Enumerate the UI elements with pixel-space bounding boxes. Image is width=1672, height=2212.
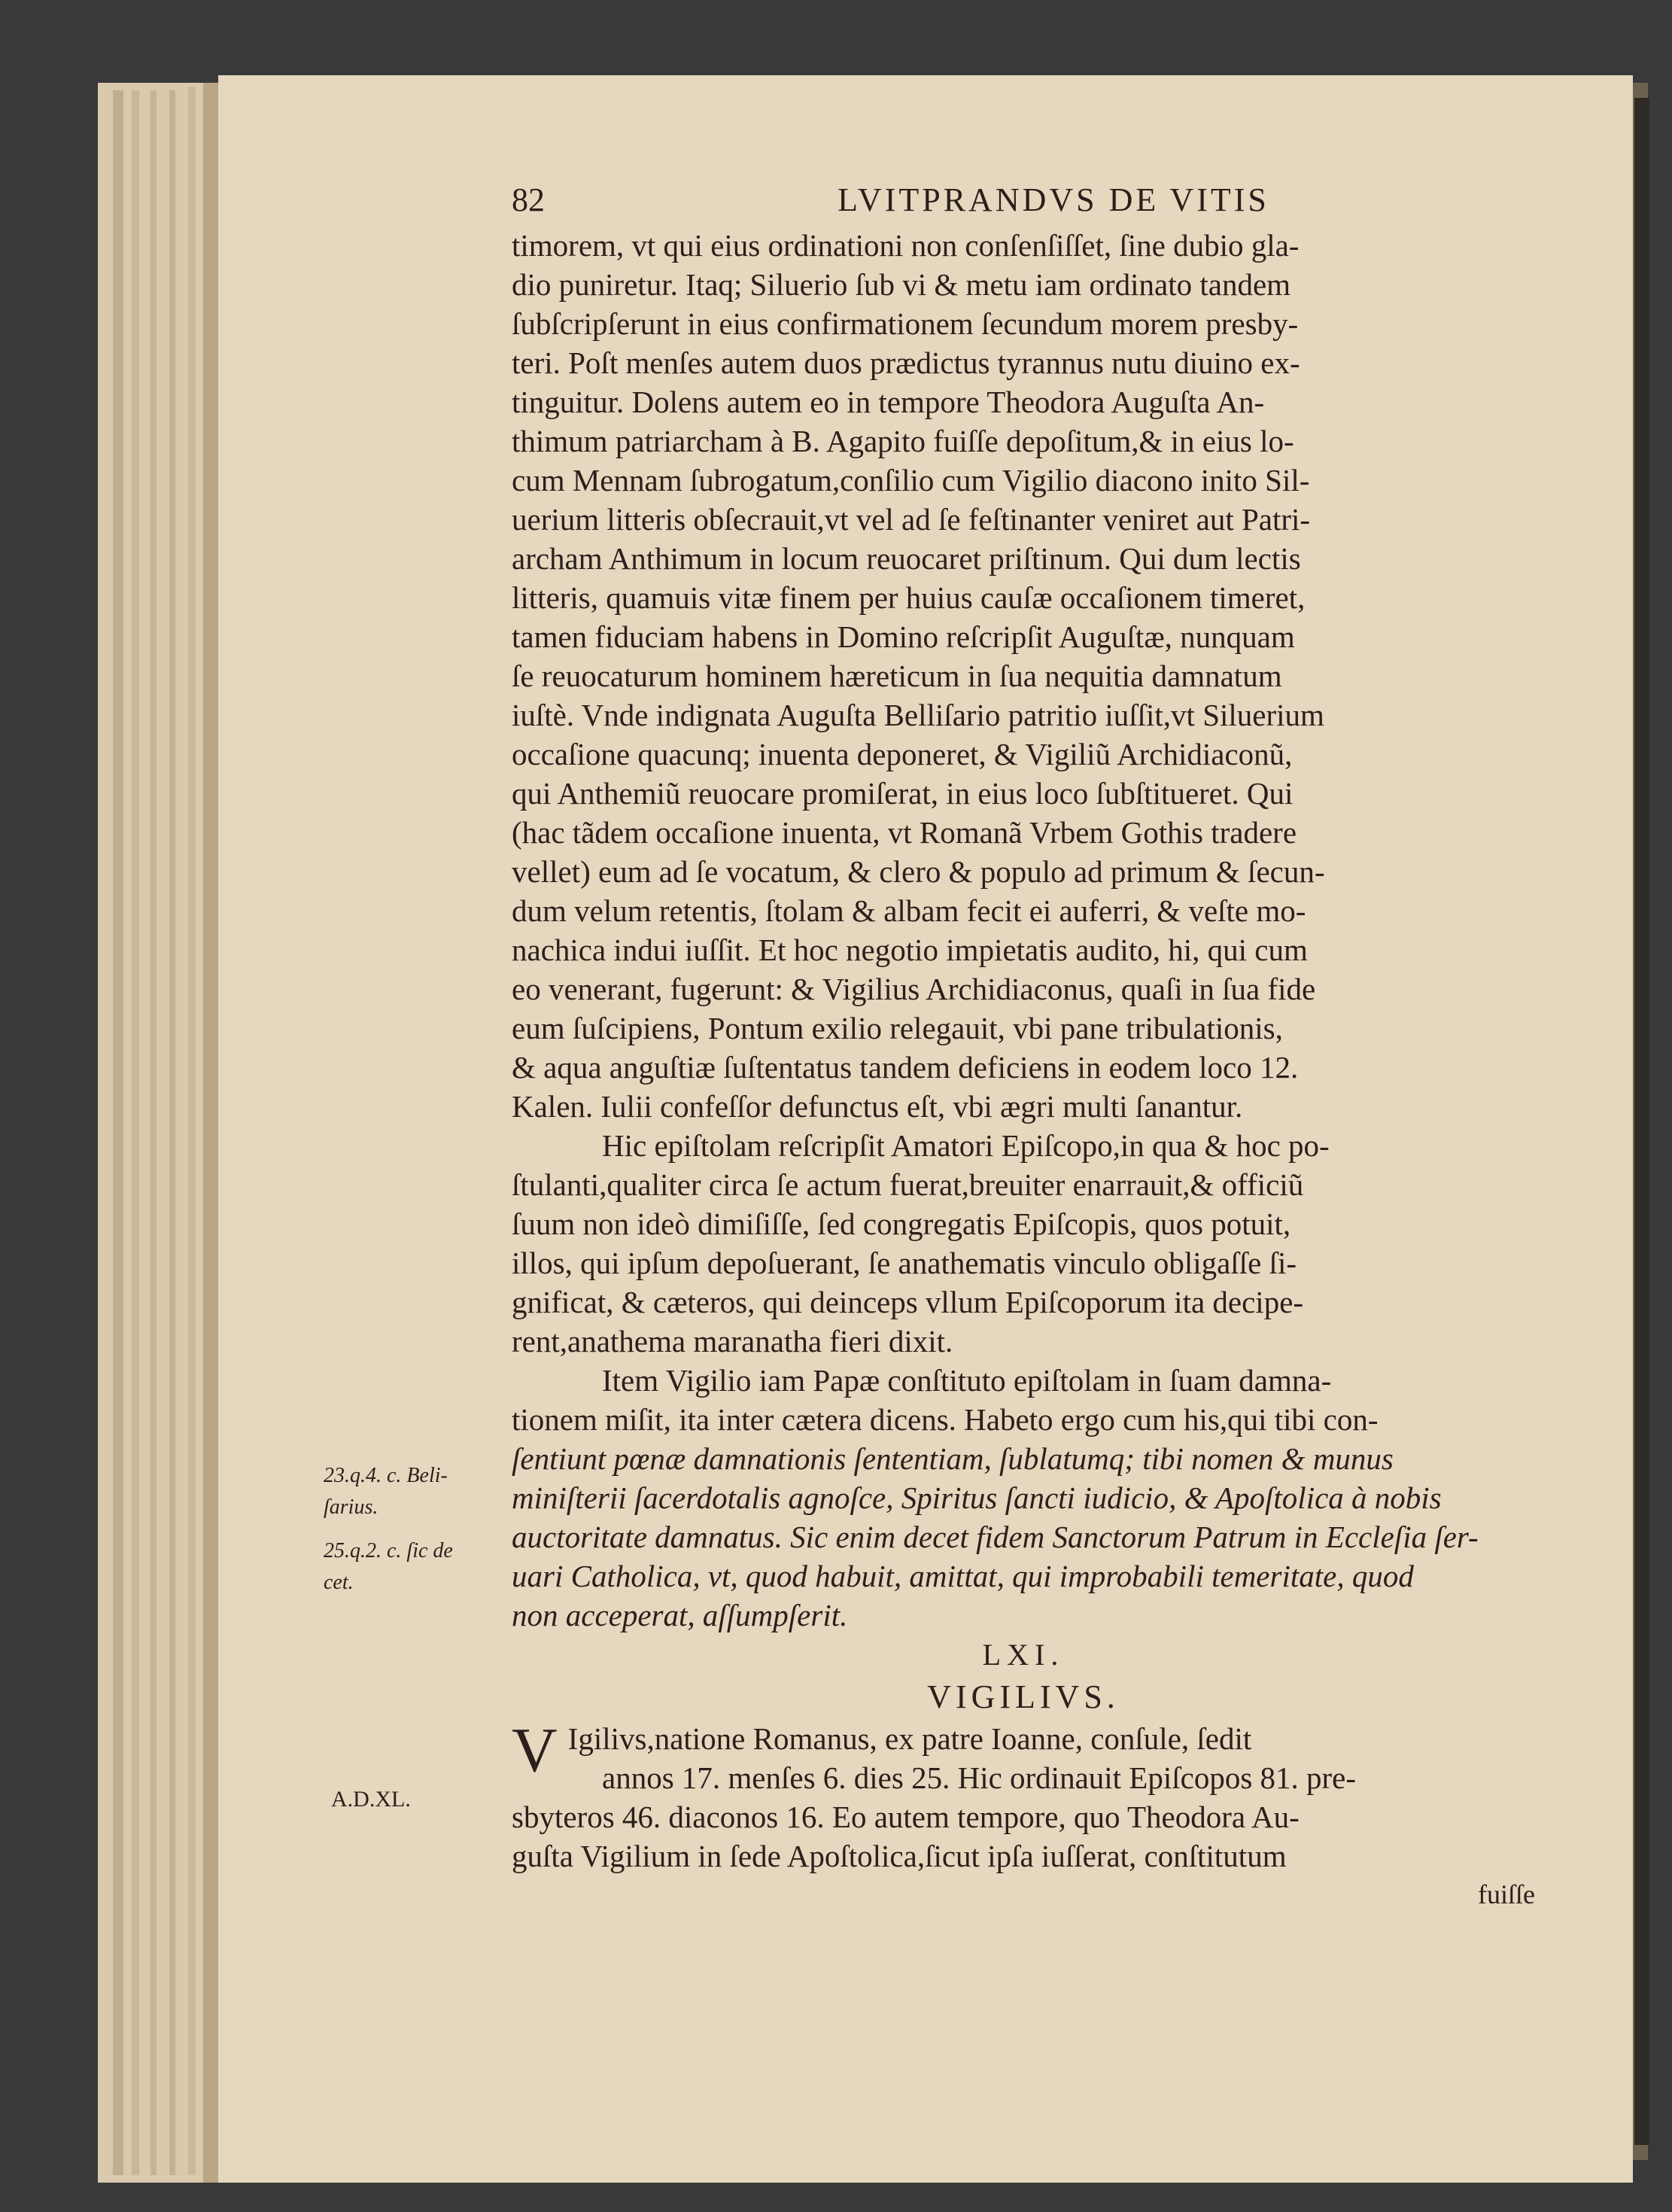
text-line: Hic epiſtolam reſcripſit Amatori Epiſcopo,in qua & hoc po-	[602, 1128, 1330, 1163]
text-line: illos, qui ipſum depoſuerant, ſe anathematis vinculo obligaſſe ſi-	[512, 1246, 1297, 1280]
catchword: fuiſſe	[1478, 1879, 1535, 1909]
paragraph-2	[512, 1126, 1535, 1361]
text-line: timorem, vt qui eius ordinationi non conſenſiſſet, ſine dubio gla-	[512, 228, 1300, 263]
quote-line: ſentiunt pœnæ damnationis ſententiam, ſublatumq; tibi nomen & munus	[512, 1441, 1394, 1476]
text-line: gnificat, & cæteros, qui deinceps vllum Epiſcoporum ita decipe-	[512, 1285, 1304, 1319]
text-line: ſtulanti,qualiter circa ſe actum fuerat,breuiter enarrauit,& officiũ	[512, 1167, 1304, 1202]
drop-initial: V	[512, 1715, 558, 1785]
text-line: eum ſuſcipiens, Pontum exilio relegauit, vbi pane tribulationis,	[512, 1011, 1283, 1045]
text-line: occaſione quacunq; inuenta deponeret, & Vigiliũ Archidiaconũ,	[512, 737, 1293, 771]
text-line: Item Vigilio iam Papæ conſtituto epiſtolam in ſuam damna-	[602, 1363, 1332, 1398]
marginal-line: cet.	[324, 1571, 354, 1594]
text-line: Kalen. Iulii confeſſor defunctus eſt, vbi ægri multi ſanantur.	[512, 1089, 1243, 1124]
chapter-title: VIGILIVS.	[927, 1678, 1120, 1715]
marginal-line: 23.q.4. c. Beli-	[324, 1464, 448, 1487]
quote-line: uari Catholica, vt, quod habuit, amittat, qui improbabili temeritate, quod	[512, 1559, 1414, 1593]
text-line: dio puniretur. Itaq; Siluerio ſub vi & metu iam ordinato tandem	[512, 267, 1291, 302]
paragraph-1	[512, 226, 1535, 1126]
text-line-rest: Igilivs,natione Romanus, ex patre Ioanne, conſule, ſedit	[567, 1721, 1252, 1756]
marginal-reference	[324, 1535, 512, 1599]
text-line: vellet) eum ad ſe vocatum, & clero & populo ad primum & ſecun-	[512, 854, 1325, 889]
text-line: dum velum retentis, ſtolam & albam fecit ei auferri, & veſte mo-	[512, 893, 1306, 928]
paragraph-3	[512, 1361, 1535, 1635]
text-line: tamen fiduciam habens in Domino reſcripſit Auguſtæ, nunquam	[512, 619, 1295, 654]
vigilius-paragraph	[512, 1715, 1535, 1876]
text-line: qui Anthemiũ reuocare promiſerat, in eius loco ſubſtitueret. Qui	[512, 776, 1294, 811]
quote-line: miniſterii ſacerdotalis agnoſce, Spiritus ſancti iudicio, & Apoſtolica à nobis	[512, 1480, 1442, 1515]
text-line: ſuum non ideò dimiſiſſe, ſed congregatis Epiſcopis, quos potuit,	[512, 1206, 1291, 1241]
text-line: archam Anthimum in locum reuocaret priſtinum. Qui dum lectis	[512, 541, 1301, 576]
marginal-reference	[324, 1460, 512, 1523]
text-block	[512, 181, 1535, 1913]
text-line: iuſtè. Vnde indignata Auguſta Belliſario patritio iuſſit,vt Siluerium	[512, 698, 1324, 732]
marginal-year: A.D.XL.	[331, 1787, 411, 1812]
text-line: ſubſcripſerunt in eius confirmationem ſecundum morem presby-	[512, 306, 1299, 341]
text-line: ſe reuocaturum hominem hæreticum in ſua nequitia damnatum	[512, 659, 1282, 693]
quote-line: non acceperat, aſſumpſerit.	[512, 1598, 848, 1632]
text-line: uerium litteris obſecrauit,vt vel ad ſe feſtinanter veniret aut Patri-	[512, 502, 1311, 537]
running-title: LVITPRANDVS DE VITIS	[838, 181, 1269, 218]
text-line: (hac tãdem occaſione inuenta, vt Romanã Vrbem Gothis tradere	[512, 815, 1297, 850]
text-line: cum Mennam ſubrogatum,conſilio cum Vigilio diacono inito Sil-	[512, 463, 1310, 497]
text-line: litteris, quamuis vitæ finem per huius cauſæ occaſionem timeret,	[512, 580, 1306, 615]
text-line: tinguitur. Dolens autem eo in tempore Theodora Auguſta An-	[512, 385, 1265, 419]
text-line: nachica indui iuſſit. Et hoc negotio impietatis audito, hi, qui cum	[512, 933, 1308, 967]
page-number: 82	[512, 181, 545, 218]
quote-line: auctoritate damnatus. Sic enim decet fidem Sanctorum Patrum in Eccleſia ſer-	[512, 1520, 1479, 1554]
text-line: annos 17. menſes 6. dies 25. Hic ordinauit Epiſcopos 81. pre-	[602, 1760, 1357, 1795]
text-line: eo venerant, fugerunt: & Vigilius Archidiaconus, quaſi in ſua fide	[512, 972, 1316, 1006]
text-line: & aqua anguſtiæ ſuſtentatus tandem deficiens in eodem loco 12.	[512, 1050, 1299, 1085]
text-line: thimum patriarcham à B. Agapito fuiſſe depoſitum,& in eius lo-	[512, 424, 1294, 458]
text-line: teri. Poſt menſes autem duos prædictus tyrannus nutu diuino ex-	[512, 345, 1300, 380]
marginal-line: ſarius.	[324, 1495, 378, 1519]
running-head	[512, 181, 1535, 226]
text-line: tionem miſit, ita inter cætera dicens. Habeto ergo cum his,qui tibi con-	[512, 1402, 1379, 1437]
text-line: rent,anathema maranatha fieri dixit.	[512, 1324, 953, 1359]
chapter-number: LXI.	[982, 1638, 1065, 1672]
marginal-line: 25.q.2. c. ſic de	[324, 1539, 453, 1562]
text-line: sbyteros 46. diaconos 16. Eo autem tempore, quo Theodora Au-	[512, 1800, 1300, 1834]
text-line: guſta Vigilium in ſede Apoſtolica,ſicut ipſa iuſſerat, conſtitutum	[512, 1839, 1287, 1873]
